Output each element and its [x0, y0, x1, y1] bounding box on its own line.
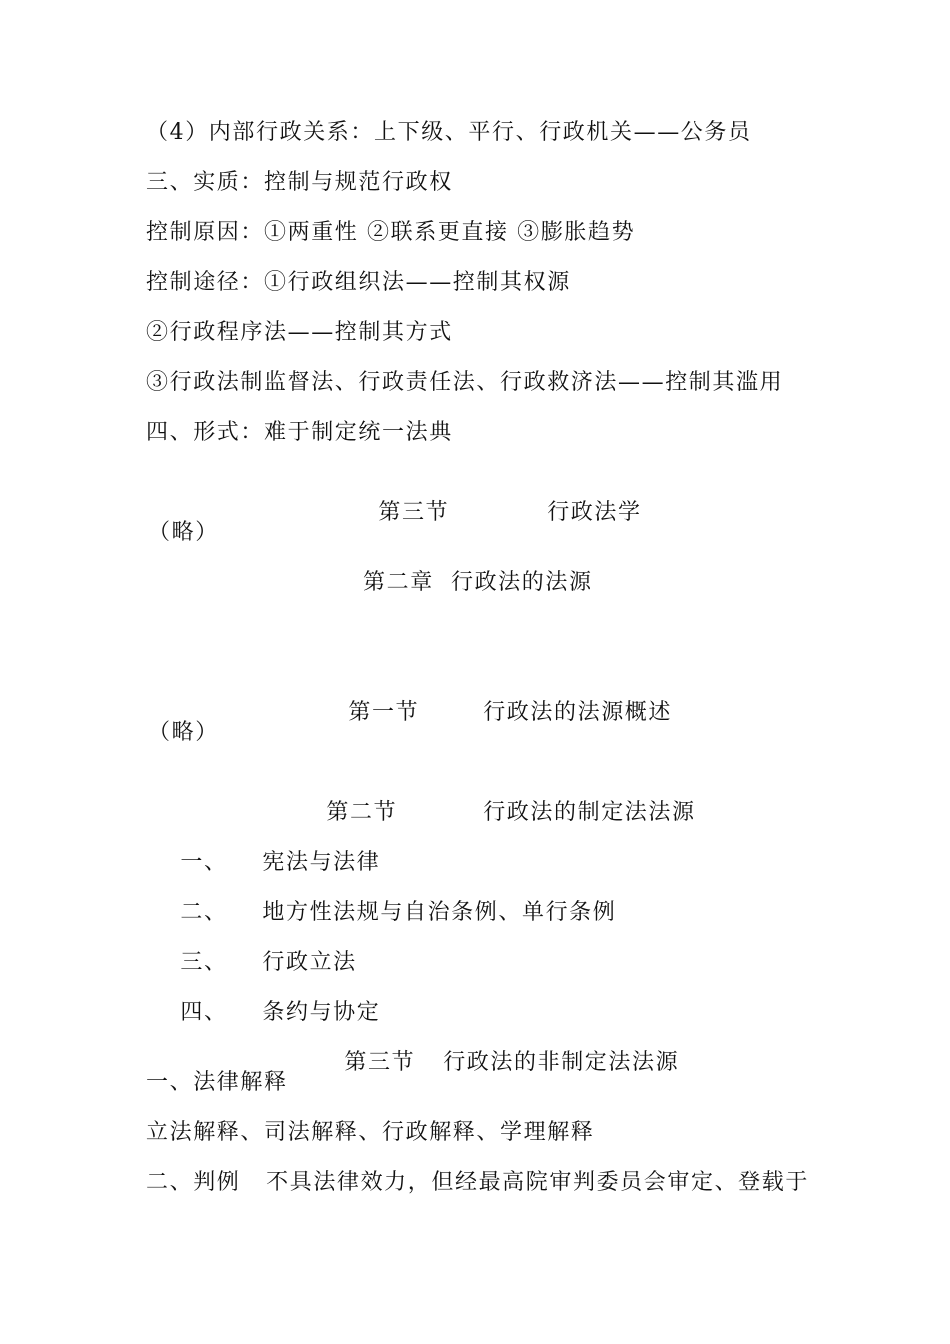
text-line: 控制原因：①两重性 ②联系更直接 ③膨胀趋势	[146, 220, 636, 245]
omitted-note: （略）	[148, 520, 219, 545]
list-number: 四、	[180, 1000, 228, 1025]
text-line: ③行政法制监督法、行政责任法、行政救济法——控制其滥用	[146, 370, 784, 395]
text-line: 二、判例 不具法律效力，但经最高院审判委员会审定、登载于	[146, 1170, 809, 1195]
section-title: 行政法学	[547, 500, 642, 525]
section-number: 第三节	[378, 500, 450, 525]
section-title: 行政法的非制定法法源	[443, 1050, 680, 1075]
text-line: 控制途径：①行政组织法——控制其权源	[146, 270, 571, 295]
text-line: 三、实质：控制与规范行政权	[146, 170, 453, 195]
list-text: 宪法与法律	[262, 850, 381, 875]
section-title: 行政法的法源概述	[483, 700, 672, 725]
section-number: 第三节	[344, 1050, 416, 1075]
section-number: 第二节	[326, 800, 398, 825]
list-text: 地方性法规与自治条例、单行条例	[262, 900, 617, 925]
list-number: 二、	[180, 900, 228, 925]
omitted-note: （略）	[148, 720, 219, 745]
text-line: （4）内部行政关系：上下级、平行、行政机关——公务员	[146, 120, 752, 145]
section-heading	[344, 468, 642, 558]
section-heading	[310, 1018, 679, 1108]
section-title: 行政法的制定法法源	[483, 800, 696, 825]
text-line: 立法解释、司法解释、行政解释、学理解释	[146, 1120, 595, 1145]
list-number: 三、	[180, 950, 228, 975]
text-line: 一、法律解释	[146, 1070, 288, 1095]
section-number: 第一节	[348, 700, 420, 725]
chapter-heading: 第二章 行政法的法源	[363, 570, 593, 595]
section-heading	[314, 668, 672, 758]
text-line: ②行政程序法——控制其方式	[146, 320, 453, 345]
list-text: 条约与协定	[262, 1000, 381, 1025]
list-text: 行政立法	[262, 950, 357, 975]
text-line: 四、形式：难于制定统一法典	[146, 420, 453, 445]
list-number: 一、	[180, 850, 228, 875]
